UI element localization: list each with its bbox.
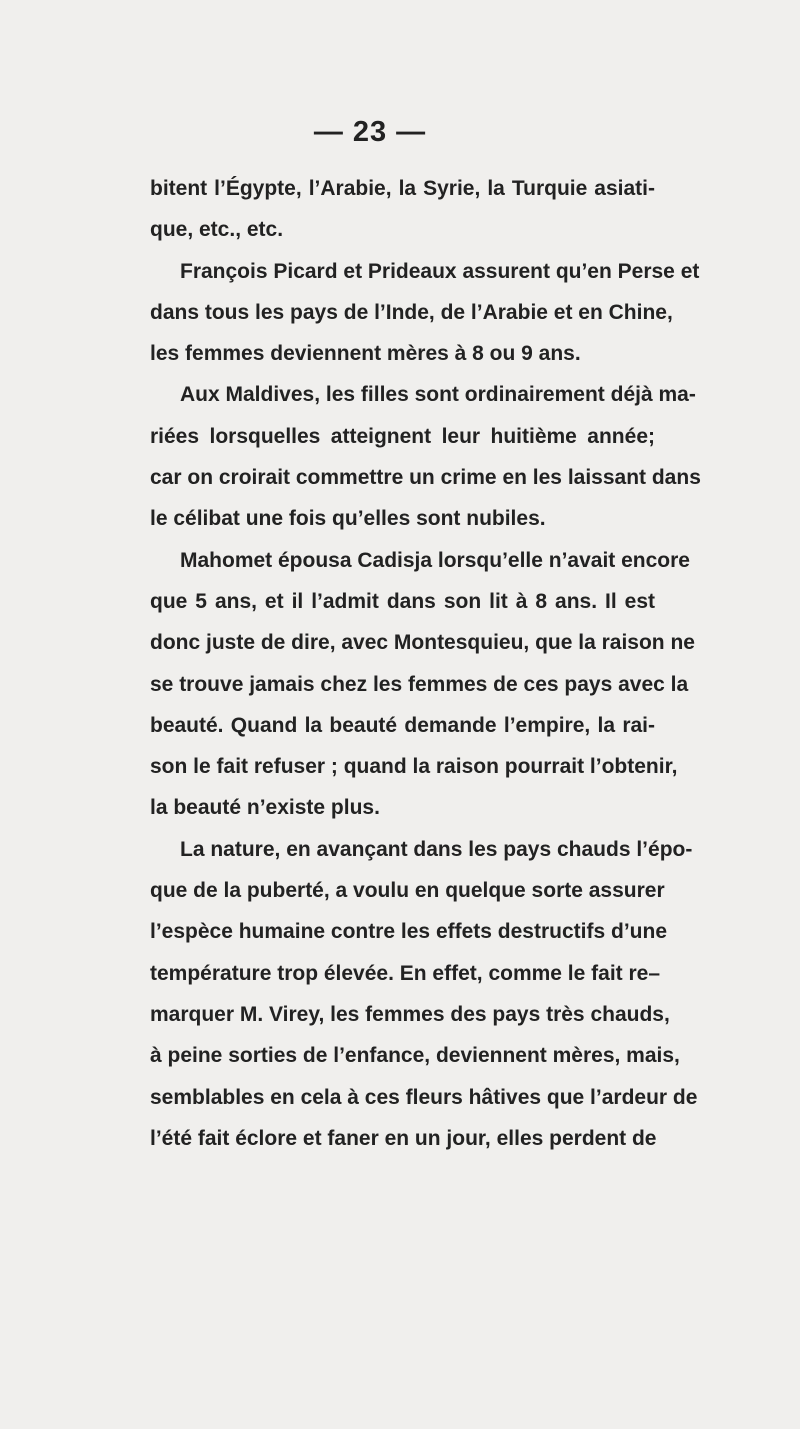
text-line: à peine sorties de l’enfance, deviennent mères, mais, <box>150 1044 680 1068</box>
text-line: que 5 ans, et il l’admit dans son lit à 8 ans. Il est <box>150 589 655 613</box>
text-line: Aux Maldives, les filles sont ordinairement déjà ma- <box>180 383 696 407</box>
text-line: bitent l’Égypte, l’Arabie, la Syrie, la Turquie asiati- <box>150 177 655 200</box>
text-line: dans tous les pays de l’Inde, de l’Arabie et en Chine, <box>150 300 673 324</box>
text-line: marquer M. Virey, les femmes des pays très chauds, <box>150 1002 670 1026</box>
body-text <box>150 168 701 1159</box>
text-line: que de la puberté, a voulu en quelque sorte assurer <box>150 879 665 903</box>
text-line: son le fait refuser ; quand la raison pourrait l’obtenir, <box>150 755 678 779</box>
text-line: Mahomet épousa Cadisja lorsqu’elle n’avait encore <box>180 548 690 572</box>
text-line: que, etc., etc. <box>150 218 284 242</box>
text-line: les femmes deviennent mères à 8 ou 9 ans. <box>150 342 581 366</box>
text-line: donc juste de dire, avec Montesquieu, que la raison ne <box>150 631 695 655</box>
text-line: beauté. Quand la beauté demande l’empire, la rai- <box>150 713 655 737</box>
text-line: François Picard et Prideaux assurent qu’en Perse et <box>180 259 700 283</box>
text-line: semblables en cela à ces fleurs hâtives que l’ardeur de <box>150 1085 698 1109</box>
text-line: le célibat une fois qu’elles sont nubiles. <box>150 507 546 531</box>
text-line: se trouve jamais chez les femmes de ces pays avec la <box>150 672 689 696</box>
text-line: car on croirait commettre un crime en les laissant dans <box>150 466 701 490</box>
text-line: La nature, en avançant dans les pays chauds l’épo- <box>180 837 693 861</box>
text-line: la beauté n’existe plus. <box>150 796 380 820</box>
page-number: — 23 — <box>313 116 427 148</box>
text-line: l’été fait éclore et faner en un jour, elles perdent de <box>150 1126 657 1150</box>
text-line: l’espèce humaine contre les effets destructifs d’une <box>150 920 667 944</box>
text-line: température trop élevée. En effet, comme le fait re– <box>150 961 661 985</box>
text-line: riées lorsquelles atteignent leur huitième année; <box>150 424 655 448</box>
